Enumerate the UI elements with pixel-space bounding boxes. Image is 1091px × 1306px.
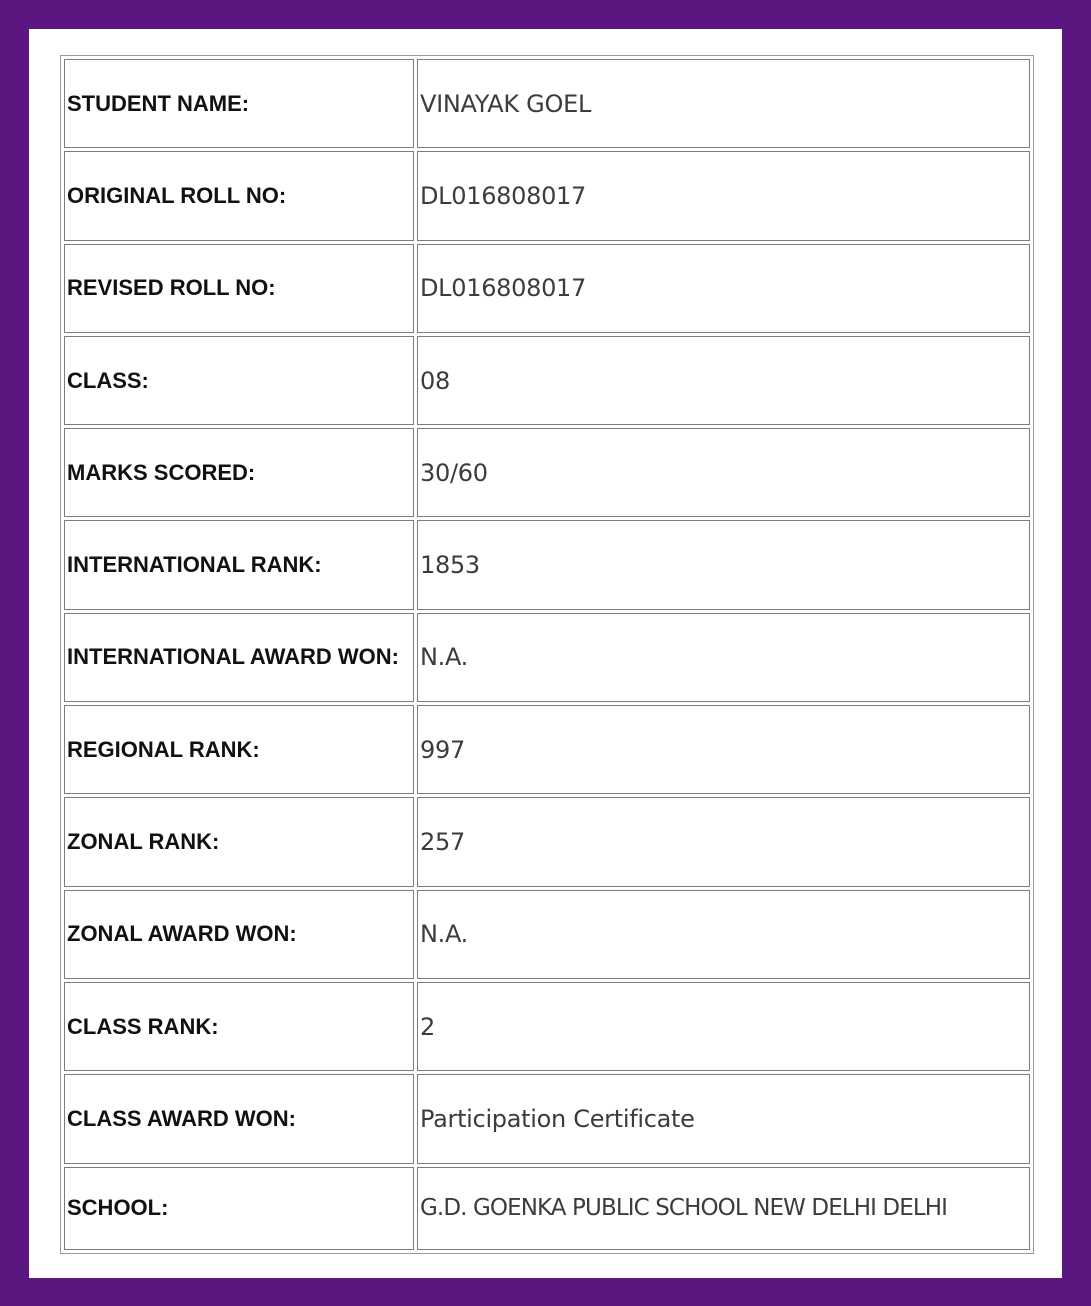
marks-scored-label: MARKS SCORED: [64,428,414,517]
table-row [64,705,1030,794]
school-label: SCHOOL: [64,1167,414,1250]
table-row [64,797,1030,886]
regional-rank-label: REGIONAL RANK: [64,705,414,794]
class-value: 08 [417,336,1030,425]
original-roll-no-value: DL016808017 [417,151,1030,240]
international-award-label: INTERNATIONAL AWARD WON: [64,613,414,702]
student-name-value: VINAYAK GOEL [417,59,1030,148]
revised-roll-no-value: DL016808017 [417,244,1030,333]
class-label: CLASS: [64,336,414,425]
zonal-award-label: ZONAL AWARD WON: [64,890,414,979]
zonal-rank-value: 257 [417,797,1030,886]
zonal-rank-label: ZONAL RANK: [64,797,414,886]
table-row [64,890,1030,979]
class-rank-label: CLASS RANK: [64,982,414,1071]
school-value: G.D. GOENKA PUBLIC SCHOOL NEW DELHI DELHI [417,1167,1030,1250]
table-row [64,1167,1030,1250]
table-row [64,244,1030,333]
table-row [64,428,1030,517]
original-roll-no-label: ORIGINAL ROLL NO: [64,151,414,240]
regional-rank-value: 997 [417,705,1030,794]
table-row [64,982,1030,1071]
revised-roll-no-label: REVISED ROLL NO: [64,244,414,333]
result-card [29,29,1062,1278]
result-table [60,55,1034,1254]
zonal-award-value: N.A. [417,890,1030,979]
class-rank-value: 2 [417,982,1030,1071]
table-row [64,151,1030,240]
table-row [64,520,1030,609]
class-award-value: Participation Certificate [417,1074,1030,1163]
international-award-value: N.A. [417,613,1030,702]
table-row [64,59,1030,148]
marks-scored-value: 30/60 [417,428,1030,517]
table-row [64,336,1030,425]
international-rank-label: INTERNATIONAL RANK: [64,520,414,609]
table-row [64,1074,1030,1163]
class-award-label: CLASS AWARD WON: [64,1074,414,1163]
table-row [64,613,1030,702]
international-rank-value: 1853 [417,520,1030,609]
student-name-label: STUDENT NAME: [64,59,414,148]
